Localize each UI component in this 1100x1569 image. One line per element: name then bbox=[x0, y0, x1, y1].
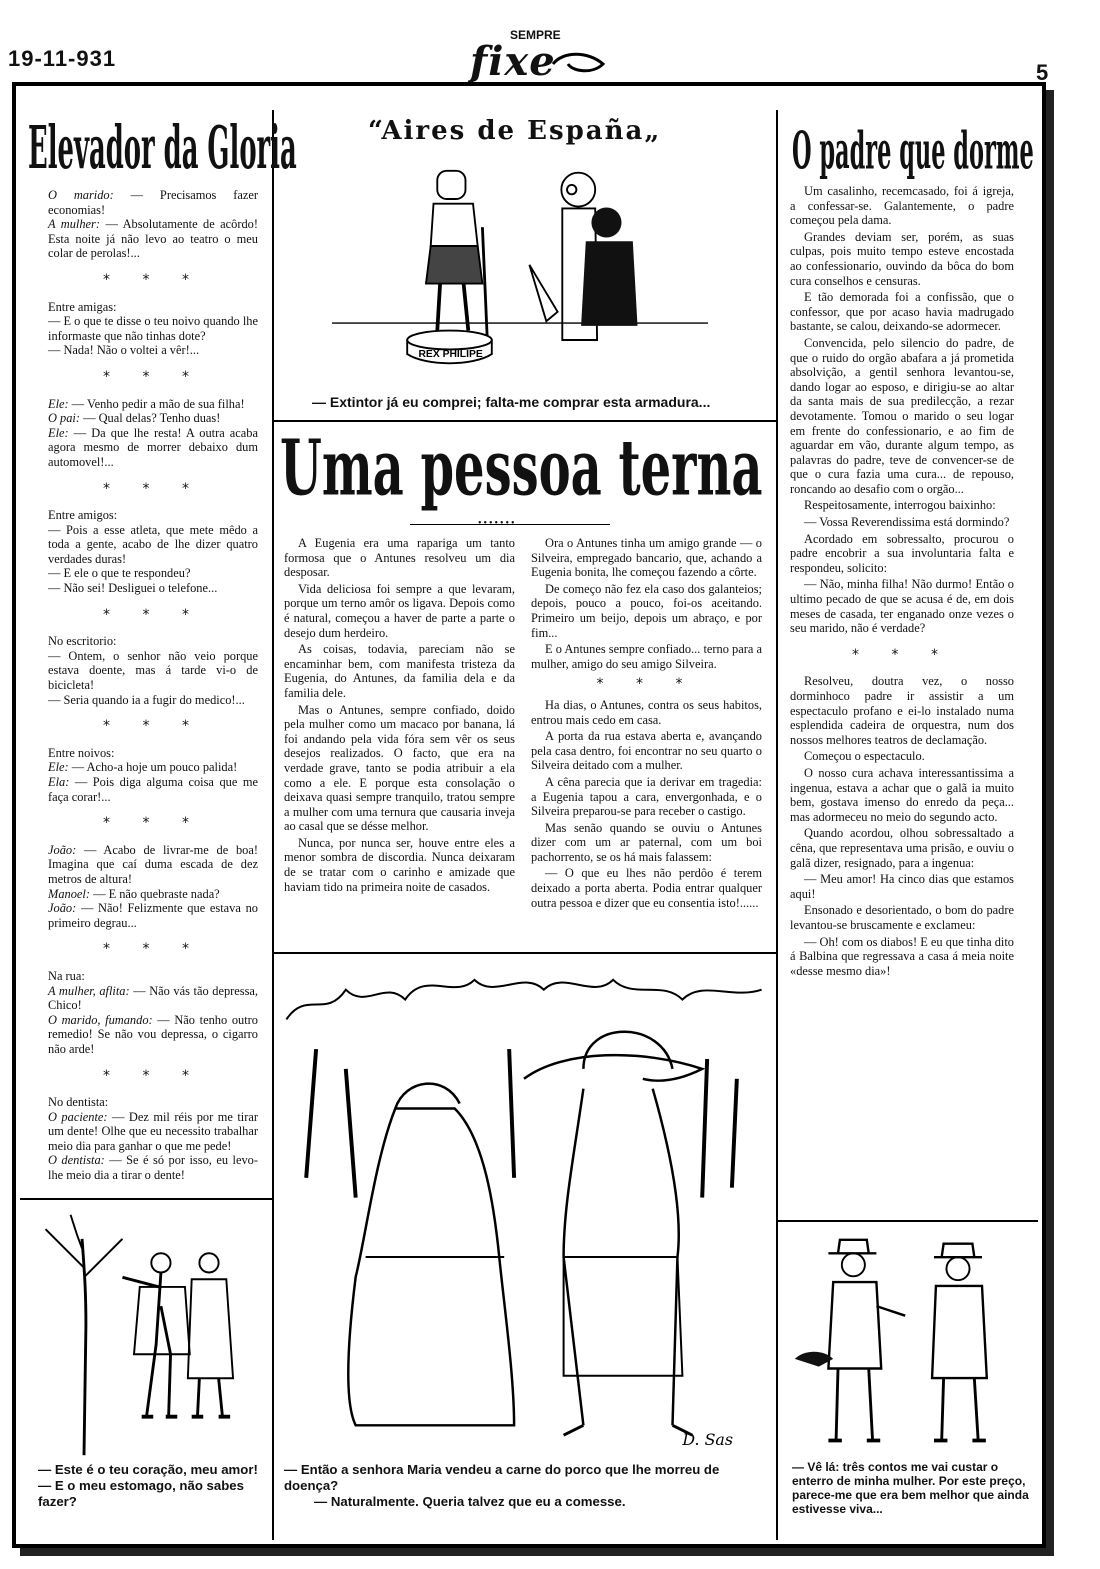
center-top-caption: — Extintor já eu comprei; falta-me comprar esta armadura... bbox=[312, 394, 711, 410]
right-paragraph: Resolveu, doutra vez, o nosso dorminhoco padre ir assistir a um espectaculo profano e ei-lo instalado numa esplendida cadeira de orquestra, num dos nossos melhores teatros de declamação. bbox=[790, 674, 1014, 747]
right-paragraph: Começou o espectaculo. bbox=[804, 749, 925, 764]
story-separator: * * * bbox=[596, 676, 697, 693]
logo-small-text: SEMPRE bbox=[510, 28, 561, 42]
joke-line: O paciente: — Dez mil réis por me tirar um dente! Olhe que eu necessito trabalhar meio dia para ganhar o que me pede! bbox=[48, 1109, 258, 1153]
frame-shadow-bottom bbox=[20, 1548, 1054, 1556]
rule-left-cartoon bbox=[20, 1198, 272, 1200]
right-paragraph: — Oh! com os diabos! E eu que tinha dito á Balbina que regressava a casa á meia noite «desse mesmo dia»! bbox=[790, 934, 1014, 978]
logo-swirl-icon bbox=[548, 46, 608, 76]
couple-at-tree-cartoon bbox=[24, 1210, 269, 1460]
joke-item bbox=[48, 1095, 258, 1183]
rule-center-top bbox=[272, 420, 776, 422]
center-top-title: “Aires de España„ bbox=[368, 116, 662, 146]
left-cartoon-caption-line-1: — Este é o teu coração, meu amor! bbox=[38, 1462, 258, 1477]
joke-line: O marido, fumando: — Não tenho outro remedio! Se não vou depressa, o cigarro não arde! bbox=[48, 1012, 258, 1056]
story-paragraph: Vida deliciosa foi sempre a que levaram, porque um terno amôr os ligava. Depois como é natural, começou a haver de parte a parte o desejo dum herdeiro. bbox=[284, 581, 515, 640]
joke-line: Entre amigos: bbox=[48, 508, 118, 523]
joke-line: A mulher: — Absolutamente de acôrdo! Esta noite já não levo ao teatro o meu colar de perolas!... bbox=[48, 217, 258, 261]
issue-date: 19-11-931 bbox=[8, 46, 117, 71]
story-paragraph: — O que eu lhes não perdôo é terem deixado a porta aberta. Podia entrar qualquer outra pessoa e dizer que eu consentia isto!...... bbox=[531, 866, 762, 910]
joke-item bbox=[48, 746, 258, 804]
column-rule-left bbox=[272, 110, 274, 1540]
joke-separator: * * * bbox=[103, 815, 203, 832]
right-cartoon-caption: — Vê lá: três contos me vai custar o enterro de minha mulher. Por este preço, parece-me que era bem melhor que ainda estivesse viva... bbox=[792, 1460, 1029, 1516]
joke-item bbox=[48, 634, 258, 707]
joke-item bbox=[48, 300, 258, 358]
left-cartoon-caption bbox=[38, 1462, 260, 1510]
joke-separator: * * * bbox=[103, 941, 203, 958]
joke-line: — Não sei! Desliguei o telefone... bbox=[48, 581, 218, 596]
right-paragraph: Respeitosamente, interrogou baixinho: bbox=[804, 498, 996, 513]
joke-line: Entre noivos: bbox=[48, 745, 115, 760]
joke-line: Ele: — Da que lhe resta! A outra acaba agora mesmo de morrer debaixo dum automovel!... bbox=[48, 425, 258, 469]
joke-line: — Nada! Não o voltei a vêr!... bbox=[48, 343, 200, 358]
story-paragraph: As coisas, todavia, pareciam não se encaminhar bem, com manifesta tristeza da Eugenia, do Antunes, da familia dela e da familia dele. bbox=[284, 642, 515, 700]
story-paragraph: A Eugenia era uma rapariga um tanto formosa que o Antunes resolveu um dia desposar. bbox=[284, 536, 515, 580]
joke-separator: * * * bbox=[103, 1067, 203, 1084]
center-bottom-caption bbox=[284, 1462, 764, 1510]
joke-separator: * * * bbox=[103, 718, 203, 735]
joke-line: — Ontem, o senhor não veio porque estava doente, mas á tarde vi-o de bicicleta! bbox=[48, 648, 258, 693]
joke-line: João: — Acabo de livrar-me de boa! Imagina que caí duma escada de dez metros de altura! bbox=[48, 842, 258, 886]
story-paragraph: Nunca, por nunca ser, houve entre eles a menor sombra de discordia. Nunca deixaram de se tratar com o carinho e amizade que haviam tido na primeira noite de casados. bbox=[284, 835, 515, 894]
center-bottom-caption-line-1: — Então a senhora Maria vendeu a carne do porco que lhe morreu de doença? bbox=[284, 1462, 720, 1493]
column-rule-right bbox=[776, 110, 778, 1540]
joke-line: O dentista: — Se é só por isso, eu levo-lhe meio dia a tirar o dente! bbox=[48, 1153, 258, 1183]
farmers-in-forest-cartoon bbox=[284, 960, 764, 1455]
right-paragraph: — Vossa Reverendissima está dormindo? bbox=[804, 515, 1010, 530]
story-paragraph: A cêna parecia que ia derivar em tragedia: a Eugenia tapou a cara, envergonhada, e o Silveira preparou-se para receber o castigo. bbox=[531, 774, 762, 819]
joke-line: A mulher, aflita: — Não vás tão depressa, Chico! bbox=[48, 983, 259, 1013]
right-story bbox=[790, 184, 1014, 980]
right-paragraph: Grandes deviam ser, porém, as suas culpas, pois muito tempo esteve encostada ao confessionario, ouvindo da bôca do bom cura conselhos e censuras. bbox=[790, 229, 1014, 288]
page-number: 5 bbox=[1036, 60, 1049, 85]
newspaper-logo: fixe bbox=[470, 38, 556, 85]
story-paragraph: E o Antunes sempre confiado... terno para a mulher, amigo do seu amigo Silveira. bbox=[531, 642, 762, 671]
right-paragraph: Acordado em sobressalto, procurou o padre encobrir a sua involuntaria falta e respondeu, solicito: bbox=[790, 531, 1014, 575]
story-paragraph: Mas senão quando se ouviu o Antunes dizer com um ar paternal, com um boi pachorrento, se os há mais falassem: bbox=[531, 820, 762, 864]
joke-line: Ele: — Acho-a hoje um pouco palida! bbox=[48, 760, 238, 775]
right-paragraph: Um casalinho, recemcasado, foi á igreja, a confessar-se. Galantemente, o padre começou pela dama. bbox=[790, 184, 1014, 228]
armor-and-priest-cartoon bbox=[320, 152, 720, 387]
joke-separator: * * * bbox=[103, 480, 203, 497]
right-paragraph: Quando acordou, olhou sobressaltado a cêna, que representava uma prisão, e ouviu o galã dizer, resignado, para a ingenua: bbox=[790, 826, 1014, 870]
joke-line: Ele: — Venho pedir a mão de sua filha! bbox=[48, 396, 245, 411]
joke-line: No escritorio: bbox=[48, 634, 117, 649]
joke-line: — E ele o que te respondeu? bbox=[48, 566, 191, 581]
joke-item bbox=[48, 397, 258, 470]
joke-line: — Pois a esse atleta, que mete mêdo a toda a gente, acabo de lhe dizer quatro verdades duras! bbox=[48, 522, 258, 566]
joke-line: Ela: — Pois diga alguma coisa que me faça corar!... bbox=[48, 775, 258, 804]
joke-item bbox=[48, 188, 258, 261]
pedestal-label: REX PHILIPE bbox=[418, 348, 483, 360]
joke-item bbox=[48, 508, 258, 596]
cartoon-signature: D. Sas bbox=[682, 1430, 733, 1450]
left-column-title: Elevador da Gloria bbox=[28, 112, 297, 182]
right-paragraph: Ensonado e desorientado, o bom do padre levantou-se bruscamente e exclameu: bbox=[790, 903, 1014, 932]
joke-line: — Seria quando ia a fugir do medico!... bbox=[48, 692, 245, 707]
story-paragraph: A porta da rua estava aberta e, avançando pela casa dentro, foi encontrar no seu quarto o Silveira deitado com a mulher. bbox=[531, 729, 762, 773]
joke-line: Na rua: bbox=[48, 968, 85, 983]
right-column-title: O padre que dorme bbox=[792, 122, 1034, 182]
ornament-rule bbox=[410, 524, 610, 525]
right-paragraph: — Não, minha filha! Não durmo! Então o ultimo pecado de que se acusa é de, em dois meses de casada, ter enganado onze vezes o seu marido, não é verdade? bbox=[790, 577, 1014, 636]
right-paragraph: E tão demorada foi a confissão, que o confessor, que por acaso havia madrugado bastante, se calou, deixando-se adormecer. bbox=[790, 290, 1014, 334]
joke-line: O marido: — Precisamos fazer economias! bbox=[48, 188, 258, 217]
story-headline: Uma pessoa terna bbox=[280, 424, 763, 514]
rule-center-cartoon bbox=[272, 952, 776, 954]
joke-separator: * * * bbox=[103, 606, 203, 623]
story-paragraph: Mas o Antunes, sempre confiado, doido pela mulher como um macaco por banana, lá foi andando pela vida fóra sem vêr os seus desejos realizados. O facto, que era na verdade grave, tanto se podia atribuir a ela como a ele. E porque esta consolação o deixava quasi sempre tranquilo, tratou sempre a mulher com uma ternura que causaria inveja ao casal que se désse melhor. bbox=[284, 702, 515, 834]
left-jokes bbox=[48, 188, 258, 1187]
frame-shadow-right bbox=[1046, 90, 1054, 1556]
right-paragraph: — Meu amor! Ha cinco dias que estamos aqui! bbox=[790, 872, 1014, 901]
story-paragraph: Ora o Antunes tinha um amigo grande — o Silveira, empregado bancario, que, achando a Eugenia bonita, lhe começou fazendo a côrte. bbox=[531, 536, 762, 580]
right-paragraph: Convencida, pelo silencio do padre, de que o ruido do orgão abafara a já prometida absolvição, a gentil senhora levantou-se, dando logar ao esposo, e dirigiu-se ao altar da santa mais de sua predilecção, a rezar devotamente. Tomou o marido o seu logar em frente do confessionario, e ao fim de aguardar em vão, durante algum tempo, as palavras do padre, teve de convencer-se de que o cura fazia uma cura... de repouso, roncando ao desafio com o orgão... bbox=[790, 335, 1014, 496]
center-bottom-caption-line-2: — Naturalmente. Queria talvez que eu a comesse. bbox=[314, 1494, 626, 1509]
story-paragraph: Ha dias, o Antunes, contra os seus habitos, entrou mais cedo em casa. bbox=[531, 697, 762, 727]
joke-item bbox=[48, 969, 258, 1057]
joke-separator: * * * bbox=[103, 368, 203, 385]
rule-right-cartoon bbox=[776, 1220, 1038, 1222]
joke-line: João: — Não! Felizmente que estava no primeiro degrau... bbox=[48, 901, 258, 930]
joke-separator: * * * bbox=[103, 271, 203, 288]
left-cartoon-caption-line-2: — E o meu estomago, não sabes fazer? bbox=[38, 1478, 244, 1509]
two-men-cartoon bbox=[790, 1232, 1030, 1457]
right-separator: * * * bbox=[852, 646, 952, 663]
joke-line: No dentista: bbox=[48, 1095, 109, 1110]
joke-line: Entre amigas: bbox=[48, 299, 117, 314]
joke-line: — E o que te disse o teu noivo quando lhe informaste que não tinhas dote? bbox=[48, 314, 258, 343]
story-paragraph: De começo não fez ela caso dos galanteios; depois, pouco a pouco, foi-os aceitando. Primeiro um beijo, depois um abraço, e por fim... bbox=[531, 581, 762, 640]
joke-line: O pai: — Qual delas? Tenho duas! bbox=[48, 411, 221, 426]
joke-line: Manoel: — E não quebraste nada? bbox=[48, 886, 220, 901]
story-body bbox=[284, 536, 762, 946]
right-paragraph: O nosso cura achava interessantissima a ingenua, estava a achar que o galã ia muito bem, gostava imenso do enredo da peça... mas adormeceu no meio do segundo acto. bbox=[790, 765, 1014, 824]
joke-item bbox=[48, 843, 258, 931]
